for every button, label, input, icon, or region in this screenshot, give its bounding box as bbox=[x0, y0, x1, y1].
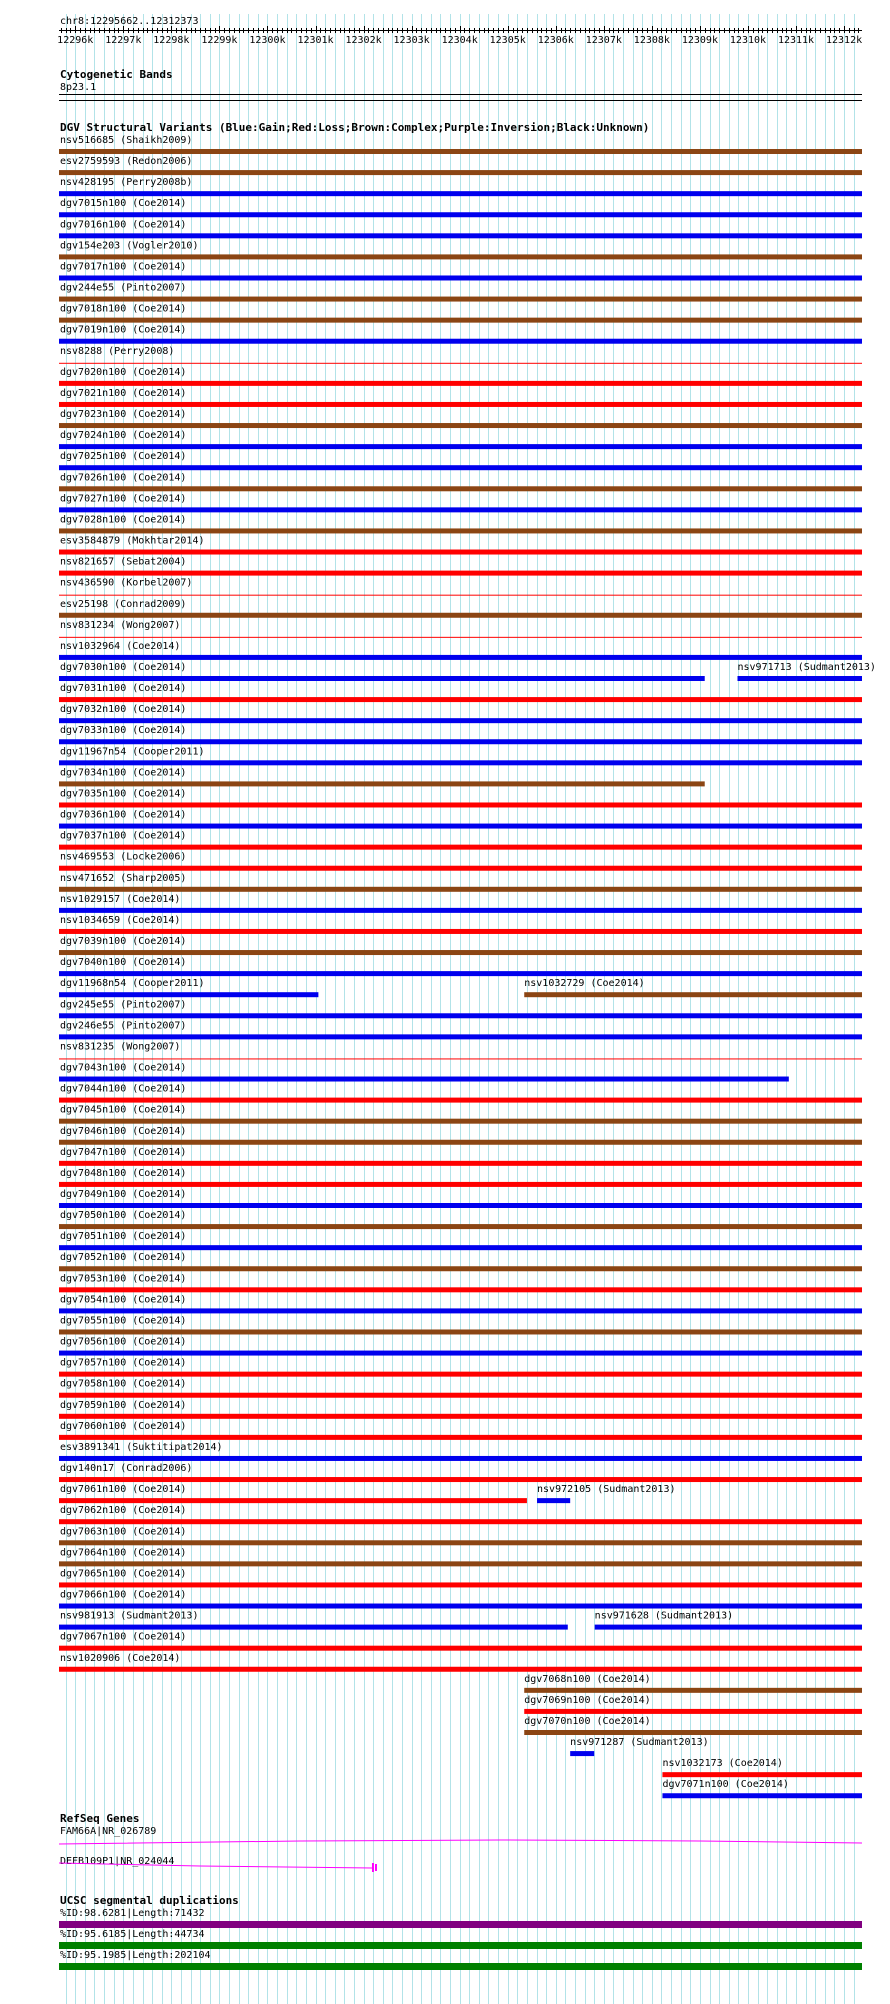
sv-label[interactable]: nsv1032729 (Coe2014) bbox=[524, 978, 645, 990]
sv-label[interactable]: dgv7061n100 (Coe2014) bbox=[60, 1484, 187, 1496]
sv-label[interactable]: dgv7017n100 (Coe2014) bbox=[60, 261, 187, 273]
sv-label[interactable]: dgv7068n100 (Coe2014) bbox=[524, 1673, 651, 1685]
sv-label[interactable]: dgv244e55 (Pinto2007) bbox=[60, 282, 187, 294]
sv-label[interactable]: esv3891341 (Suktitipat2014) bbox=[60, 1441, 223, 1453]
sv-bar-complex[interactable] bbox=[59, 613, 862, 618]
ruler-tick-label: 12312k bbox=[826, 35, 863, 46]
sv-label[interactable]: dgv7026n100 (Coe2014) bbox=[60, 472, 187, 484]
sv-bar-complex[interactable] bbox=[59, 781, 705, 786]
sv-label[interactable]: dgv7056n100 (Coe2014) bbox=[60, 1336, 187, 1348]
sv-bar-complex[interactable] bbox=[59, 1540, 862, 1545]
sv-bar-complex[interactable] bbox=[59, 1119, 862, 1124]
sv-bar-loss[interactable] bbox=[59, 1646, 862, 1651]
sv-bar-complex[interactable] bbox=[59, 1561, 862, 1566]
segdup-label[interactable]: %ID:98.6281|Length:71432 bbox=[60, 1908, 205, 1919]
sv-label[interactable]: dgv7025n100 (Coe2014) bbox=[60, 451, 187, 463]
sv-label[interactable]: nsv971713 (Sudmant2013) bbox=[737, 662, 876, 673]
sv-label[interactable]: dgv7044n100 (Coe2014) bbox=[60, 1083, 187, 1095]
sv-bar-gain[interactable] bbox=[59, 465, 862, 470]
sv-label[interactable]: dgv7034n100 (Coe2014) bbox=[60, 767, 187, 779]
ruler-tick-label: 12305k bbox=[489, 35, 526, 46]
sv-bar-gain[interactable] bbox=[59, 1351, 862, 1356]
sv-label[interactable]: nsv831234 (Wong2007) bbox=[60, 619, 181, 631]
sv-bar-gain[interactable] bbox=[59, 1456, 862, 1461]
sv-bar-loss[interactable] bbox=[59, 929, 862, 934]
sv-bar-complex[interactable] bbox=[59, 1140, 862, 1145]
sv-label[interactable]: dgv7064n100 (Coe2014) bbox=[60, 1547, 187, 1559]
sv-bar-complex[interactable] bbox=[59, 1329, 862, 1334]
sv-bar-gain[interactable] bbox=[595, 1625, 862, 1630]
sv-label[interactable]: dgv7037n100 (Coe2014) bbox=[60, 830, 187, 842]
ruler-tick-label: 12302k bbox=[345, 35, 382, 46]
sv-label[interactable]: nsv1020906 (Coe2014) bbox=[60, 1652, 181, 1664]
sv-label[interactable]: nsv1032173 (Coe2014) bbox=[662, 1758, 783, 1770]
ruler-tick-label: 12300k bbox=[249, 35, 286, 46]
sv-bar-loss[interactable] bbox=[59, 866, 862, 871]
sv-bar-gain[interactable] bbox=[59, 971, 862, 976]
sv-bar-loss[interactable] bbox=[662, 1772, 862, 1777]
gene-label[interactable]: FAM66A|NR_026789 bbox=[60, 1826, 157, 1837]
sv-bar-complex[interactable] bbox=[59, 887, 862, 892]
sv-label[interactable]: dgv7015n100 (Coe2014) bbox=[60, 198, 187, 210]
coordinate-ruler bbox=[57, 16, 862, 46]
sv-bar-complex[interactable] bbox=[59, 486, 862, 491]
sv-label[interactable]: dgv7053n100 (Coe2014) bbox=[60, 1273, 187, 1285]
sv-label[interactable]: dgv7024n100 (Coe2014) bbox=[60, 430, 187, 442]
sv-bar-loss[interactable] bbox=[59, 1058, 862, 1059]
sv-label[interactable]: nsv981913 (Sudmant2013) bbox=[60, 1610, 199, 1622]
sv-label[interactable]: dgv7021n100 (Coe2014) bbox=[60, 387, 187, 399]
sv-bar-loss[interactable] bbox=[59, 637, 862, 638]
sv-bar-gain[interactable] bbox=[59, 1625, 568, 1630]
sv-label[interactable]: nsv821657 (Sebat2004) bbox=[60, 556, 187, 568]
sv-label[interactable]: dgv7020n100 (Coe2014) bbox=[60, 366, 187, 378]
sv-label[interactable]: dgv7059n100 (Coe2014) bbox=[60, 1399, 187, 1411]
sv-label[interactable]: dgv7051n100 (Coe2014) bbox=[60, 1231, 187, 1243]
sv-label[interactable]: esv2759593 (Redon2006) bbox=[60, 156, 193, 168]
sv-label[interactable]: dgv7033n100 (Coe2014) bbox=[60, 725, 187, 737]
ruler-tick-label: 12296k bbox=[57, 35, 94, 46]
sv-label[interactable]: dgv7031n100 (Coe2014) bbox=[60, 683, 187, 695]
ruler-tick-label: 12307k bbox=[585, 35, 622, 46]
cytoband-label[interactable]: 8p23.1 bbox=[60, 82, 97, 93]
sv-bar-complex[interactable] bbox=[524, 1688, 862, 1693]
ruler-tick-label: 12308k bbox=[633, 35, 670, 46]
sv-label[interactable]: dgv7063n100 (Coe2014) bbox=[60, 1526, 187, 1538]
segdup-title: UCSC segmental duplications bbox=[60, 1894, 239, 1907]
sv-bar-loss[interactable] bbox=[59, 550, 862, 555]
sv-label[interactable]: dgv7050n100 (Coe2014) bbox=[60, 1210, 187, 1222]
sv-bar-gain[interactable] bbox=[59, 275, 862, 280]
sv-label[interactable]: dgv7028n100 (Coe2014) bbox=[60, 514, 187, 526]
sv-bar-gain[interactable] bbox=[59, 1034, 862, 1039]
ruler-tick-label: 12303k bbox=[393, 35, 430, 46]
sv-bar-complex[interactable] bbox=[59, 297, 862, 302]
sv-bar-loss[interactable] bbox=[59, 1498, 527, 1503]
sv-bar-gain[interactable] bbox=[737, 676, 862, 681]
segdup-bar[interactable] bbox=[59, 1963, 862, 1970]
sv-label[interactable]: dgv7055n100 (Coe2014) bbox=[60, 1315, 187, 1327]
sv-label[interactable]: dgv7067n100 (Coe2014) bbox=[60, 1631, 187, 1643]
sv-label[interactable]: dgv7035n100 (Coe2014) bbox=[60, 788, 187, 800]
sv-label[interactable]: nsv831235 (Wong2007) bbox=[60, 1041, 181, 1053]
sv-label[interactable]: dgv7039n100 (Coe2014) bbox=[60, 936, 187, 948]
ruler-tick-label: 12309k bbox=[681, 35, 718, 46]
sv-label[interactable]: dgv7023n100 (Coe2014) bbox=[60, 409, 187, 421]
sv-bar-loss[interactable] bbox=[59, 1477, 862, 1482]
sv-label[interactable]: dgv140n17 (Conrad2006) bbox=[60, 1463, 193, 1475]
sv-bar-gain[interactable] bbox=[59, 233, 862, 238]
sv-bar-gain[interactable] bbox=[59, 718, 862, 723]
sv-bar-gain[interactable] bbox=[59, 992, 318, 997]
sv-label[interactable]: dgv7070n100 (Coe2014) bbox=[524, 1716, 651, 1727]
sv-bar-complex[interactable] bbox=[59, 318, 862, 323]
sv-bar-loss[interactable] bbox=[59, 1161, 862, 1166]
sv-bar-gain[interactable] bbox=[59, 1604, 862, 1609]
ruler-tick-label: 12304k bbox=[441, 35, 478, 46]
sv-bar-gain[interactable] bbox=[59, 1203, 862, 1208]
sv-bar-complex[interactable] bbox=[59, 170, 862, 175]
sv-bar-complex[interactable] bbox=[59, 1266, 862, 1271]
sv-label[interactable]: nsv971287 (Sudmant2013) bbox=[570, 1737, 709, 1749]
sv-label[interactable]: dgv7036n100 (Coe2014) bbox=[60, 809, 187, 821]
sv-bar-loss[interactable] bbox=[59, 381, 862, 386]
sv-bar-gain[interactable] bbox=[59, 824, 862, 829]
sv-bar-gain[interactable] bbox=[59, 444, 862, 449]
sv-label[interactable]: esv25198 (Conrad2009) bbox=[60, 598, 187, 610]
sv-label[interactable]: dgv246e55 (Pinto2007) bbox=[60, 1020, 187, 1032]
sv-label[interactable]: nsv516685 (Shaikh2009) bbox=[60, 135, 193, 146]
sv-bar-loss[interactable] bbox=[59, 363, 862, 364]
ruler-tick-label: 12306k bbox=[537, 35, 574, 46]
sv-bar-gain[interactable] bbox=[59, 212, 862, 217]
sv-bar-loss[interactable] bbox=[59, 845, 862, 850]
sv-bar-complex[interactable] bbox=[524, 992, 862, 997]
sv-label[interactable]: dgv7058n100 (Coe2014) bbox=[60, 1378, 187, 1390]
sv-bar-loss[interactable] bbox=[59, 697, 862, 702]
sv-label[interactable]: nsv469553 (Locke2006) bbox=[60, 851, 187, 863]
sv-bar-gain[interactable] bbox=[59, 760, 862, 765]
position-label: chr8:12295662..12312373 bbox=[60, 16, 199, 27]
gene-exon[interactable] bbox=[372, 1863, 374, 1872]
sv-label[interactable]: dgv7030n100 (Coe2014) bbox=[60, 662, 187, 673]
sv-label[interactable]: dgv7057n100 (Coe2014) bbox=[60, 1357, 187, 1369]
sv-label[interactable]: nsv1029157 (Coe2014) bbox=[60, 893, 181, 905]
sv-bar-complex[interactable] bbox=[59, 149, 862, 154]
sv-bar-loss[interactable] bbox=[59, 402, 862, 407]
sv-label[interactable]: dgv7062n100 (Coe2014) bbox=[60, 1505, 187, 1517]
sv-bar-gain[interactable] bbox=[59, 676, 705, 681]
segdup-label[interactable]: %ID:95.1985|Length:202104 bbox=[60, 1950, 211, 1961]
sv-label[interactable]: dgv7071n100 (Coe2014) bbox=[662, 1779, 789, 1791]
sv-bar-gain[interactable] bbox=[59, 908, 862, 913]
sv-bar-loss[interactable] bbox=[59, 1098, 862, 1103]
dgv-track bbox=[59, 121, 876, 1798]
sv-bar-loss[interactable] bbox=[59, 1372, 862, 1377]
gene-exon[interactable] bbox=[375, 1864, 377, 1871]
sv-label[interactable]: dgv7045n100 (Coe2014) bbox=[60, 1104, 187, 1116]
sv-label[interactable]: dgv245e55 (Pinto2007) bbox=[60, 999, 187, 1011]
sv-bar-complex[interactable] bbox=[524, 1730, 862, 1735]
sv-label[interactable]: nsv428195 (Perry2008b) bbox=[60, 177, 193, 189]
sv-bar-complex[interactable] bbox=[59, 423, 862, 428]
sv-bar-loss[interactable] bbox=[59, 1519, 862, 1524]
sv-bar-gain[interactable] bbox=[59, 655, 862, 660]
sv-bar-loss[interactable] bbox=[524, 1709, 862, 1714]
sv-bar-complex[interactable] bbox=[59, 950, 862, 955]
sv-bar-loss[interactable] bbox=[59, 1287, 862, 1292]
sv-label[interactable]: nsv8288 (Perry2008) bbox=[60, 345, 175, 357]
refseq-title: RefSeq Genes bbox=[60, 1812, 140, 1825]
sv-label[interactable]: dgv11968n54 (Cooper2011) bbox=[60, 978, 205, 990]
sv-bar-complex[interactable] bbox=[59, 1224, 862, 1229]
sv-bar-gain[interactable] bbox=[537, 1498, 570, 1503]
cytoband-track bbox=[60, 68, 173, 93]
sv-label[interactable]: nsv471652 (Sharp2005) bbox=[60, 872, 187, 884]
sv-label[interactable]: dgv7052n100 (Coe2014) bbox=[60, 1252, 187, 1264]
ruler-tick-label: 12299k bbox=[201, 35, 238, 46]
sv-bar-gain[interactable] bbox=[59, 739, 862, 744]
sv-label[interactable]: nsv971628 (Sudmant2013) bbox=[594, 1610, 734, 1622]
sv-label[interactable]: nsv1034659 (Coe2014) bbox=[60, 914, 181, 926]
sv-label[interactable]: dgv7018n100 (Coe2014) bbox=[60, 303, 187, 315]
ruler-tick-label: 12311k bbox=[777, 35, 815, 46]
sv-label[interactable]: dgv7060n100 (Coe2014) bbox=[60, 1420, 187, 1432]
sv-label[interactable]: dgv7019n100 (Coe2014) bbox=[60, 324, 187, 336]
sv-bar-complex[interactable] bbox=[59, 528, 862, 533]
segdup-bar[interactable] bbox=[59, 1942, 862, 1949]
sv-label[interactable]: nsv1032964 (Coe2014) bbox=[60, 640, 181, 652]
sv-bar-gain[interactable] bbox=[59, 507, 862, 512]
sv-bar-loss[interactable] bbox=[59, 1182, 862, 1187]
sv-label[interactable]: dgv7069n100 (Coe2014) bbox=[524, 1694, 651, 1706]
sv-bar-loss[interactable] bbox=[59, 1393, 862, 1398]
sv-bar-gain[interactable] bbox=[570, 1751, 594, 1756]
sv-label[interactable]: dgv154e203 (Vogler2010) bbox=[60, 240, 199, 252]
sv-label[interactable]: dgv11967n54 (Cooper2011) bbox=[60, 746, 205, 758]
segdup-label[interactable]: %ID:95.6185|Length:44734 bbox=[60, 1929, 205, 1940]
sv-label[interactable]: dgv7049n100 (Coe2014) bbox=[60, 1189, 187, 1200]
sv-bar-gain[interactable] bbox=[59, 191, 862, 196]
sv-bar-loss[interactable] bbox=[59, 571, 862, 576]
sv-label[interactable]: dgv7032n100 (Coe2014) bbox=[60, 704, 187, 716]
sv-bar-gain[interactable] bbox=[59, 339, 862, 344]
sv-label[interactable]: dgv7043n100 (Coe2014) bbox=[60, 1062, 187, 1074]
sv-label[interactable]: dgv7027n100 (Coe2014) bbox=[60, 493, 187, 505]
sv-bar-gain[interactable] bbox=[59, 1308, 862, 1313]
sv-bar-gain[interactable] bbox=[662, 1793, 862, 1798]
sv-bar-gain[interactable] bbox=[59, 1013, 862, 1018]
sv-label[interactable]: dgv7040n100 (Coe2014) bbox=[60, 957, 187, 969]
ruler-tick-label: 12297k bbox=[105, 35, 142, 46]
cytoband-title: Cytogenetic Bands bbox=[60, 68, 173, 81]
sv-bar-gain[interactable] bbox=[59, 1077, 789, 1082]
sv-bar-loss[interactable] bbox=[59, 802, 862, 807]
dgv-title: DGV Structural Variants (Blue:Gain;Red:Loss;Brown:Complex;Purple:Inversion;Black:Unknown) bbox=[60, 121, 650, 134]
sv-bar-gain[interactable] bbox=[59, 1245, 862, 1250]
sv-bar-loss[interactable] bbox=[59, 1667, 862, 1672]
sv-label[interactable]: dgv7065n100 (Coe2014) bbox=[60, 1568, 187, 1580]
sv-bar-loss[interactable] bbox=[59, 1582, 862, 1587]
sv-bar-loss[interactable] bbox=[59, 1435, 862, 1440]
gene-label[interactable]: DEFB109P1|NR_024044 bbox=[60, 1856, 175, 1867]
segdup-bar[interactable] bbox=[59, 1921, 862, 1928]
sv-bar-complex[interactable] bbox=[59, 254, 862, 259]
sv-label[interactable]: nsv972105 (Sudmant2013) bbox=[537, 1484, 676, 1496]
ruler-tick-label: 12298k bbox=[153, 35, 190, 46]
sv-label[interactable]: dgv7047n100 (Coe2014) bbox=[60, 1146, 187, 1158]
sv-label[interactable]: esv3584879 (Mokhtar2014) bbox=[60, 535, 205, 547]
sv-label[interactable]: dgv7046n100 (Coe2014) bbox=[60, 1125, 187, 1137]
ruler-tick-label: 12301k bbox=[297, 35, 334, 46]
sv-bar-loss[interactable] bbox=[59, 1414, 862, 1419]
sv-label[interactable]: nsv436590 (Korbel2007) bbox=[60, 577, 193, 589]
sv-label[interactable]: dgv7048n100 (Coe2014) bbox=[60, 1167, 187, 1179]
ruler-tick-label: 12310k bbox=[729, 35, 767, 46]
sv-label[interactable]: dgv7016n100 (Coe2014) bbox=[60, 219, 187, 231]
sv-label[interactable]: dgv7054n100 (Coe2014) bbox=[60, 1294, 187, 1306]
sv-bar-loss[interactable] bbox=[59, 595, 862, 596]
sv-label[interactable]: dgv7066n100 (Coe2014) bbox=[60, 1589, 187, 1601]
